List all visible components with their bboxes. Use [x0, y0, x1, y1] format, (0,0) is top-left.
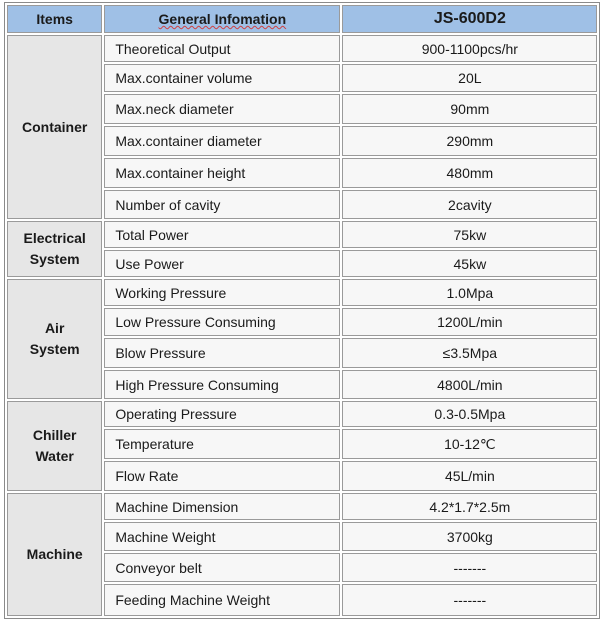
item-label: Flow Rate — [104, 461, 340, 491]
item-label: Conveyor belt — [104, 553, 340, 582]
item-value: ------- — [342, 553, 597, 582]
header-general-label: General Infomation — [158, 11, 287, 27]
item-label: Number of cavity — [104, 190, 340, 219]
item-value: 3700kg — [342, 522, 597, 551]
group-label: Electrical System — [7, 221, 102, 277]
item-value: 4.2*1.7*2.5m — [342, 493, 597, 520]
item-value: 45L/min — [342, 461, 597, 491]
item-value: 1200L/min — [342, 308, 597, 336]
item-label: Machine Dimension — [104, 493, 340, 520]
header-items — [7, 5, 102, 33]
item-value: 4800L/min — [342, 370, 597, 399]
item-value: ≤3.5Mpa — [342, 338, 597, 368]
item-label: Temperature — [104, 429, 340, 459]
table-row — [7, 401, 597, 427]
table-row — [7, 493, 597, 520]
header-general — [104, 5, 340, 33]
item-label: High Pressure Consuming — [104, 370, 340, 399]
header-model-label: JS-600D2 — [433, 10, 506, 27]
group-label: Air System — [7, 279, 102, 399]
header-model — [342, 5, 597, 33]
item-label: Total Power — [104, 221, 340, 248]
item-label: Working Pressure — [104, 279, 340, 306]
group-label: Machine — [7, 493, 102, 616]
item-value: 290mm — [342, 126, 597, 156]
table-row — [7, 279, 597, 306]
item-value: 20L — [342, 64, 597, 92]
item-label: Max.container volume — [104, 64, 340, 92]
item-value: 90mm — [342, 94, 597, 124]
item-value: ------- — [342, 584, 597, 616]
item-label: Low Pressure Consuming — [104, 308, 340, 336]
item-value: 45kw — [342, 250, 597, 277]
table-row — [7, 221, 597, 248]
group-label: Container — [7, 35, 102, 219]
item-value: 75kw — [342, 221, 597, 248]
item-value: 0.3-0.5Mpa — [342, 401, 597, 427]
item-label: Blow Pressure — [104, 338, 340, 368]
item-label: Use Power — [104, 250, 340, 277]
table-row — [7, 35, 597, 62]
item-value: 1.0Mpa — [342, 279, 597, 306]
item-label: Machine Weight — [104, 522, 340, 551]
group-label: Chiller Water — [7, 401, 102, 491]
item-label: Max.container diameter — [104, 126, 340, 156]
item-value: 480mm — [342, 158, 597, 188]
item-label: Max.neck diameter — [104, 94, 340, 124]
item-value: 10-12℃ — [342, 429, 597, 459]
item-value: 900-1100pcs/hr — [342, 35, 597, 62]
header-items-label: Items — [36, 11, 73, 27]
item-label: Feeding Machine Weight — [104, 584, 340, 616]
item-label: Theoretical Output — [104, 35, 340, 62]
spec-table — [4, 2, 600, 619]
header-row — [7, 5, 597, 33]
item-value: 2cavity — [342, 190, 597, 219]
item-label: Max.container height — [104, 158, 340, 188]
item-label: Operating Pressure — [104, 401, 340, 427]
spec-body — [7, 35, 597, 616]
